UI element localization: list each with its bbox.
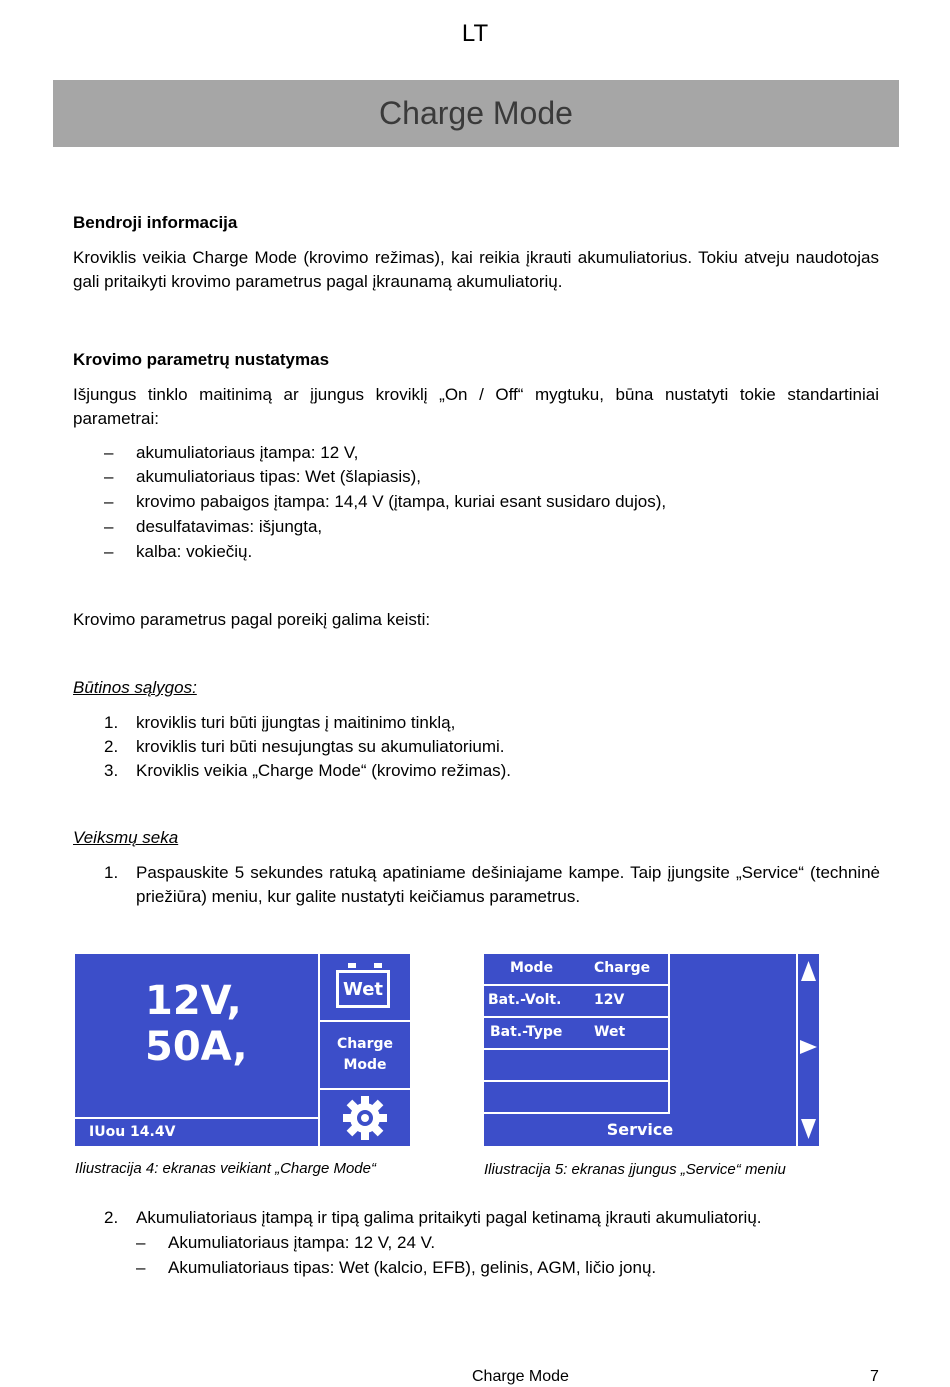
step-item: Paspauskite 5 sekundes ratuką apatiniame dešiniajame kampe. Taip įjungsite „Service“ (techninė priežiūra) meniu, kur galite nustatyti keičiamus parametrus.	[136, 863, 880, 906]
battery-terminal	[348, 963, 356, 968]
arrow-right-icon	[799, 1038, 818, 1056]
menu-value: 12V	[594, 992, 625, 1008]
screen-readout	[145, 978, 248, 1070]
figure-caption-4: Iliustracija 4: ekranas veikiant „Charge Mode“	[75, 1160, 376, 1177]
screen-main-panel	[75, 954, 318, 1117]
service-footer	[484, 1114, 796, 1146]
list-number: 3.	[104, 761, 119, 780]
service-menu-screen	[484, 954, 819, 1146]
battery-icon	[336, 970, 390, 1008]
screen-footer	[75, 1119, 318, 1146]
menu-value: Wet	[594, 1024, 626, 1040]
scroll-bar	[798, 954, 819, 1146]
settings-tile	[320, 1090, 410, 1146]
parameters-paragraph: Išjungus tinklo maitinimą ar įjungus kroviklį „On / Off“ mygtuku, būna nustatyti tokie standartiniai parametrai:	[73, 385, 879, 428]
menu-row-empty	[484, 1082, 668, 1112]
mode-label	[320, 1034, 410, 1076]
step-item: Akumuliatoriaus įtampą ir tipą galima pritaikyti pagal ketinamą įkrauti akumuliatorių.	[136, 1208, 762, 1227]
list-item: desulfatavimas: išjungta,	[136, 517, 323, 536]
menu-row-empty	[484, 1050, 668, 1080]
condition-item: kroviklis turi būti nesujungtas su akumuliatoriumi.	[136, 737, 505, 756]
general-paragraph: Kroviklis veikia Charge Mode (krovimo režimas), kai reikia įkrauti akumuliatorius. Tokiu atveju naudotojas gali pritaikyti krovimo parametrus pagal įkraunamą akumuliatorių.	[73, 248, 879, 291]
menu-side-panel	[670, 954, 796, 1114]
list-item: krovimo pabaigos įtampa: 14,4 V (įtampa, kuriai esant susidaro dujos),	[136, 492, 667, 511]
service-label: Service	[606, 1120, 674, 1139]
list-bullet: –	[104, 542, 114, 561]
menu-row-bat-volt	[484, 986, 668, 1016]
arrow-down-icon	[800, 1118, 817, 1140]
title-band	[53, 80, 899, 147]
menu-label: Bat.-Type	[490, 1024, 563, 1040]
list-bullet: –	[136, 1258, 146, 1277]
change-note: Krovimo parametrus pagal poreikį galima keisti:	[73, 610, 431, 629]
list-number: 2.	[104, 1208, 119, 1227]
battery-type-tile	[320, 954, 410, 1020]
arrow-up-icon	[800, 960, 817, 982]
menu-value: Charge	[594, 960, 651, 976]
section-heading-parameters: Krovimo parametrų nustatymas	[73, 350, 330, 369]
conditions-title: Būtinos sąlygos:	[73, 678, 197, 697]
list-item: akumuliatoriaus įtampa: 12 V,	[136, 443, 359, 462]
mode-label-line1: Charge	[336, 1036, 394, 1052]
footer-label: Charge Mode	[472, 1368, 569, 1385]
page-title: Charge Mode	[379, 95, 573, 131]
battery-type-label: Wet	[342, 978, 384, 1000]
gear-icon	[340, 1093, 390, 1143]
condition-item: Kroviklis veikia „Charge Mode“ (krovimo režimas).	[136, 761, 512, 780]
menu-label: Bat.-Volt.	[488, 992, 562, 1008]
list-bullet: –	[104, 443, 114, 462]
current-readout: 50A,	[145, 1024, 248, 1070]
charge-curve-label: IUou 14.4V	[89, 1124, 176, 1140]
list-item: akumuliatoriaus tipas: Wet (šlapiasis),	[136, 467, 422, 486]
figure-caption-5: Iliustracija 5: ekranas įjungus „Service“ meniu	[484, 1161, 786, 1178]
list-bullet: –	[136, 1233, 146, 1252]
mode-label-line2: Mode	[343, 1057, 387, 1073]
list-number: 1.	[104, 863, 119, 882]
list-bullet: –	[104, 492, 114, 511]
sub-list-item: Akumuliatoriaus tipas: Wet (kalcio, EFB), gelinis, AGM, ličio jonų.	[168, 1258, 657, 1277]
menu-label: Mode	[510, 960, 554, 976]
list-bullet: –	[104, 467, 114, 486]
menu-row-bat-type	[484, 1018, 668, 1048]
list-item: kalba: vokiečių.	[136, 542, 253, 561]
battery-terminal	[374, 963, 382, 968]
list-number: 1.	[104, 713, 119, 732]
list-bullet: –	[104, 517, 114, 536]
section-heading-general: Bendroji informacija	[73, 213, 238, 232]
language-code: LT	[461, 20, 489, 47]
list-number: 2.	[104, 737, 119, 756]
mode-tile	[320, 1022, 410, 1088]
menu-row-mode	[484, 954, 668, 984]
page-number: 7	[870, 1368, 879, 1385]
condition-item: kroviklis turi būti įjungtas į maitinimo tinklą,	[136, 713, 456, 732]
steps-title: Veiksmų seka	[73, 828, 179, 847]
sub-list-item: Akumuliatoriaus įtampa: 12 V, 24 V.	[168, 1233, 436, 1252]
voltage-readout: 12V,	[145, 978, 242, 1024]
charge-mode-screen	[75, 954, 410, 1146]
